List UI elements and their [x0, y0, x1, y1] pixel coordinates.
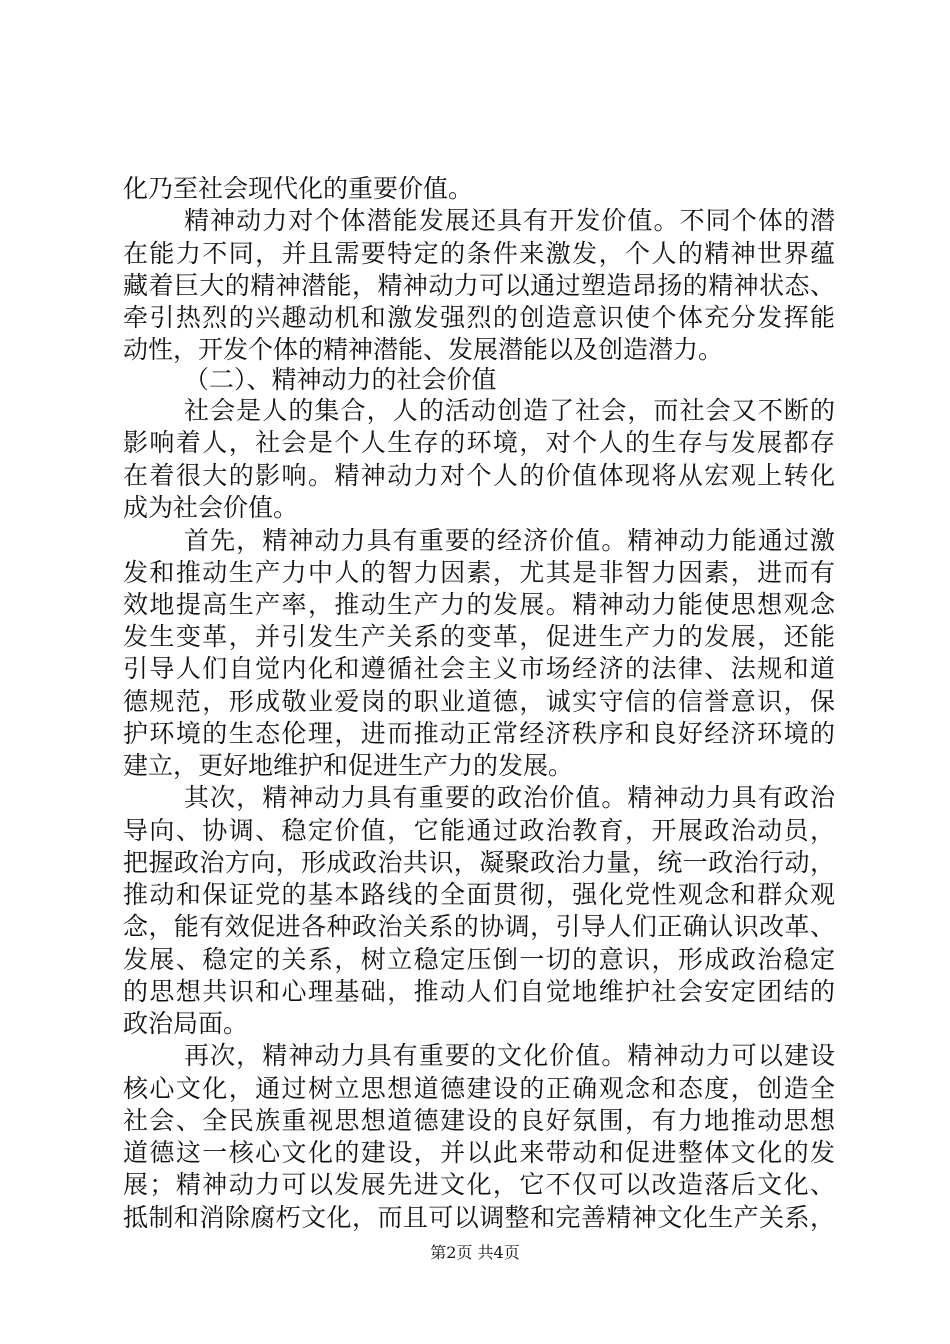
- section-heading: （二）、精神动力的社会价值: [184, 365, 497, 394]
- text-line: 藏着巨大的精神潜能，精神动力可以通过塑造昂扬的精神状态、: [123, 271, 835, 300]
- text-line: 建立，更好地维护和促进生产力的发展。: [123, 751, 574, 780]
- text-line: 引导人们自觉内化和遵循社会主义市场经济的法律、法规和道: [123, 654, 835, 683]
- text-line: 效地提高生产率，推动生产力的发展。精神动力能使思想观念: [123, 590, 835, 619]
- text-line: 化乃至社会现代化的重要价值。: [123, 174, 474, 203]
- text-line: 成为社会价值。: [123, 493, 299, 522]
- text-line: 动性，开发个体的精神潜能、发展潜能以及创造潜力。: [123, 335, 724, 364]
- text-line: 影响着人，社会是个人生存的环境，对个人的生存与发展都存: [123, 428, 835, 457]
- text-line: 道德这一核心文化的建设，并以此来带动和促进整体文化的发: [123, 1138, 835, 1167]
- text-line: 推动和保证党的基本路线的全面贯彻，强化党性观念和群众观: [123, 880, 835, 909]
- text-line: 首先，精神动力具有重要的经济价值。精神动力能通过激: [184, 526, 835, 555]
- text-line: 发和推动生产力中人的智力因素，尤其是非智力因素，进而有: [123, 558, 835, 587]
- text-line: 德规范，形成敬业爱岗的职业道德，诚实守信的信誉意识，保: [123, 687, 835, 716]
- text-line: 在能力不同，并且需要特定的条件来激发，个人的精神世界蕴: [123, 239, 835, 268]
- text-line: 其次，精神动力具有重要的政治价值。精神动力具有政治: [184, 783, 835, 812]
- text-line: 政治局面。: [123, 1009, 249, 1038]
- text-line: 念，能有效促进各种政治关系的协调，引导人们正确认识改革、: [123, 912, 835, 941]
- text-line: 护环境的生态伦理，进而推动正常经济秩序和良好经济环境的: [123, 719, 835, 748]
- text-line: 社会是人的集合，人的活动创造了社会，而社会又不断的: [184, 396, 835, 425]
- text-line: 发生变革，并引发生产关系的变革，促进生产力的发展，还能: [123, 622, 835, 651]
- text-line: 发展、稳定的关系，树立稳定压倒一切的意识，形成政治稳定: [123, 945, 835, 974]
- text-line: 社会、全民族重视思想道德建设的良好氛围，有力地推动思想: [123, 1106, 835, 1135]
- text-line: 核心文化，通过树立思想道德建设的正确观念和态度，创造全: [123, 1074, 835, 1103]
- page-number-footer: 第2页 共4页: [430, 1243, 520, 1262]
- text-line: 导向、协调、稳定价值，它能通过政治教育，开展政治动员，: [123, 816, 835, 845]
- text-line: 展；精神动力可以发展先进文化，它不仅可以改造落后文化、: [123, 1170, 835, 1199]
- text-line: 精神动力对个体潜能发展还具有开发价值。不同个体的潜: [184, 206, 835, 235]
- text-line: 抵制和消除腐朽文化，而且可以调整和完善精神文化生产关系，: [123, 1203, 835, 1232]
- text-line: 再次，精神动力具有重要的文化价值。精神动力可以建设: [184, 1041, 835, 1070]
- text-line: 把握政治方向，形成政治共识，凝聚政治力量，统一政治行动，: [123, 848, 835, 877]
- text-line: 牵引热烈的兴趣动机和激发强烈的创造意识使个体充分发挥能: [123, 303, 835, 332]
- text-line: 的思想共识和心理基础，推动人们自觉地维护社会安定团结的: [123, 977, 835, 1006]
- text-line: 在着很大的影响。精神动力对个人的价值体现将从宏观上转化: [123, 461, 835, 490]
